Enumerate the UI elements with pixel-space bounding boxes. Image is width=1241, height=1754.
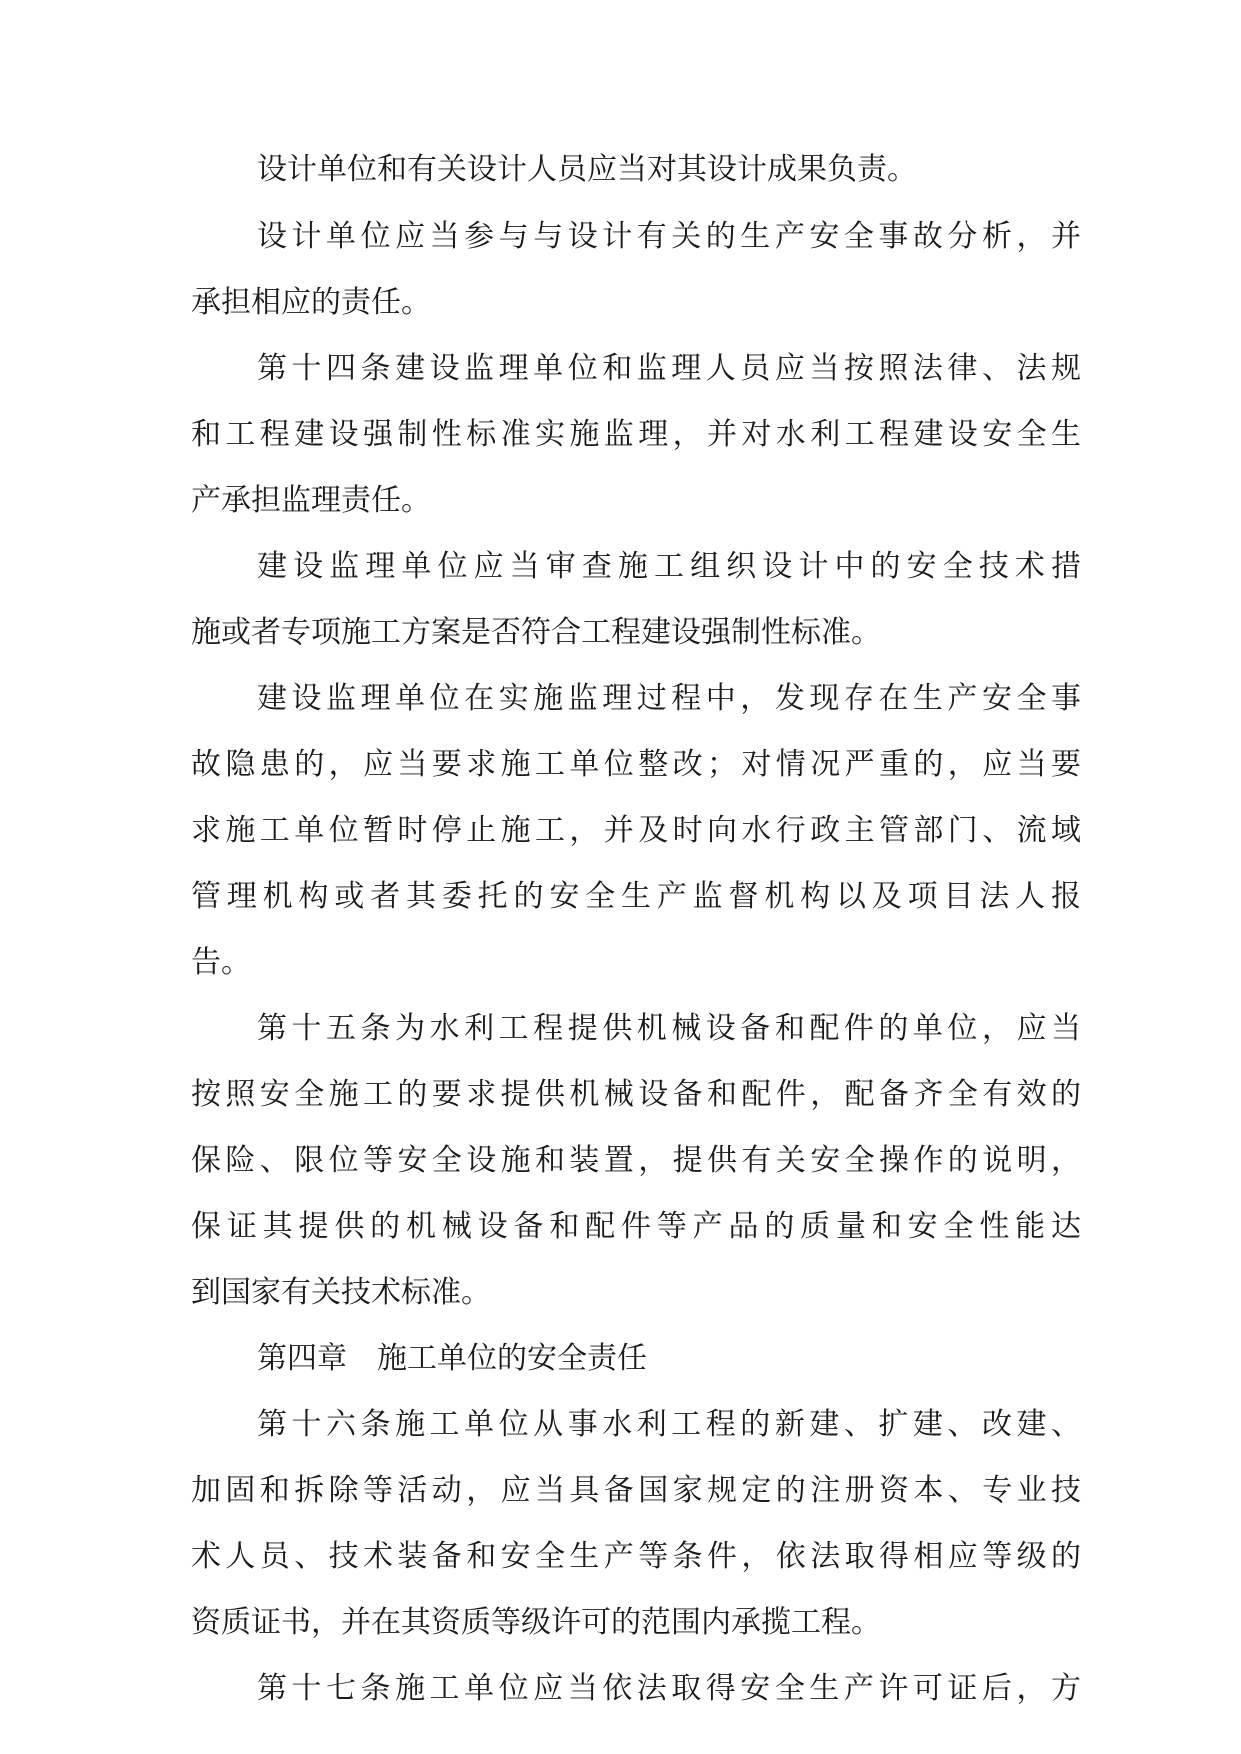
text-line: 和工程建设强制性标准实施监理，并对水利工程建设安全生 [191, 417, 1081, 452]
text-line: 第十六条施工单位从事水利工程的新建、扩建、改建、 [257, 1407, 1081, 1442]
text-line: 产承担监理责任。 [191, 483, 431, 518]
text-line: 施或者专项施工方案是否符合工程建设强制性标准。 [191, 615, 881, 650]
text-line: 建设监理单位在实施监理过程中，发现存在生产安全事 [257, 681, 1081, 716]
text-line: 到国家有关技术标准。 [191, 1275, 491, 1310]
text-line: 告。 [191, 945, 251, 980]
text-line: 求施工单位暂时停止施工，并及时向水行政主管部门、流域 [191, 813, 1081, 848]
text-line: 加固和拆除等活动，应当具备国家规定的注册资本、专业技 [191, 1473, 1081, 1508]
text-line: 第十五条为水利工程提供机械设备和配件的单位，应当 [257, 1011, 1081, 1046]
text-line: 建设监理单位应当审查施工组织设计中的安全技术措 [257, 549, 1081, 584]
text-line: 资质证书，并在其资质等级许可的范围内承揽工程。 [191, 1605, 881, 1640]
text-line: 承担相应的责任。 [191, 285, 431, 320]
text-line: 设计单位应当参与与设计有关的生产安全事故分析，并 [257, 219, 1081, 254]
text-line: 设计单位和有关设计人员应当对其设计成果负责。 [257, 152, 917, 187]
text-line: 第十四条建设监理单位和监理人员应当按照法律、法规 [257, 351, 1081, 386]
text-line: 保险、限位等安全设施和装置，提供有关安全操作的说明， [191, 1143, 1081, 1178]
chapter-heading: 第四章 施工单位的安全责任 [257, 1341, 647, 1376]
text-line: 术人员、技术装备和安全生产等条件，依法取得相应等级的 [191, 1539, 1081, 1574]
text-line: 保证其提供的机械设备和配件等产品的质量和安全性能达 [191, 1209, 1081, 1244]
text-line: 管理机构或者其委托的安全生产监督机构以及项目法人报 [191, 879, 1081, 914]
text-line: 按照安全施工的要求提供机械设备和配件，配备齐全有效的 [191, 1077, 1081, 1112]
text-line: 故隐患的，应当要求施工单位整改；对情况严重的，应当要 [191, 747, 1081, 782]
text-line: 第十七条施工单位应当依法取得安全生产许可证后，方 [257, 1671, 1081, 1706]
